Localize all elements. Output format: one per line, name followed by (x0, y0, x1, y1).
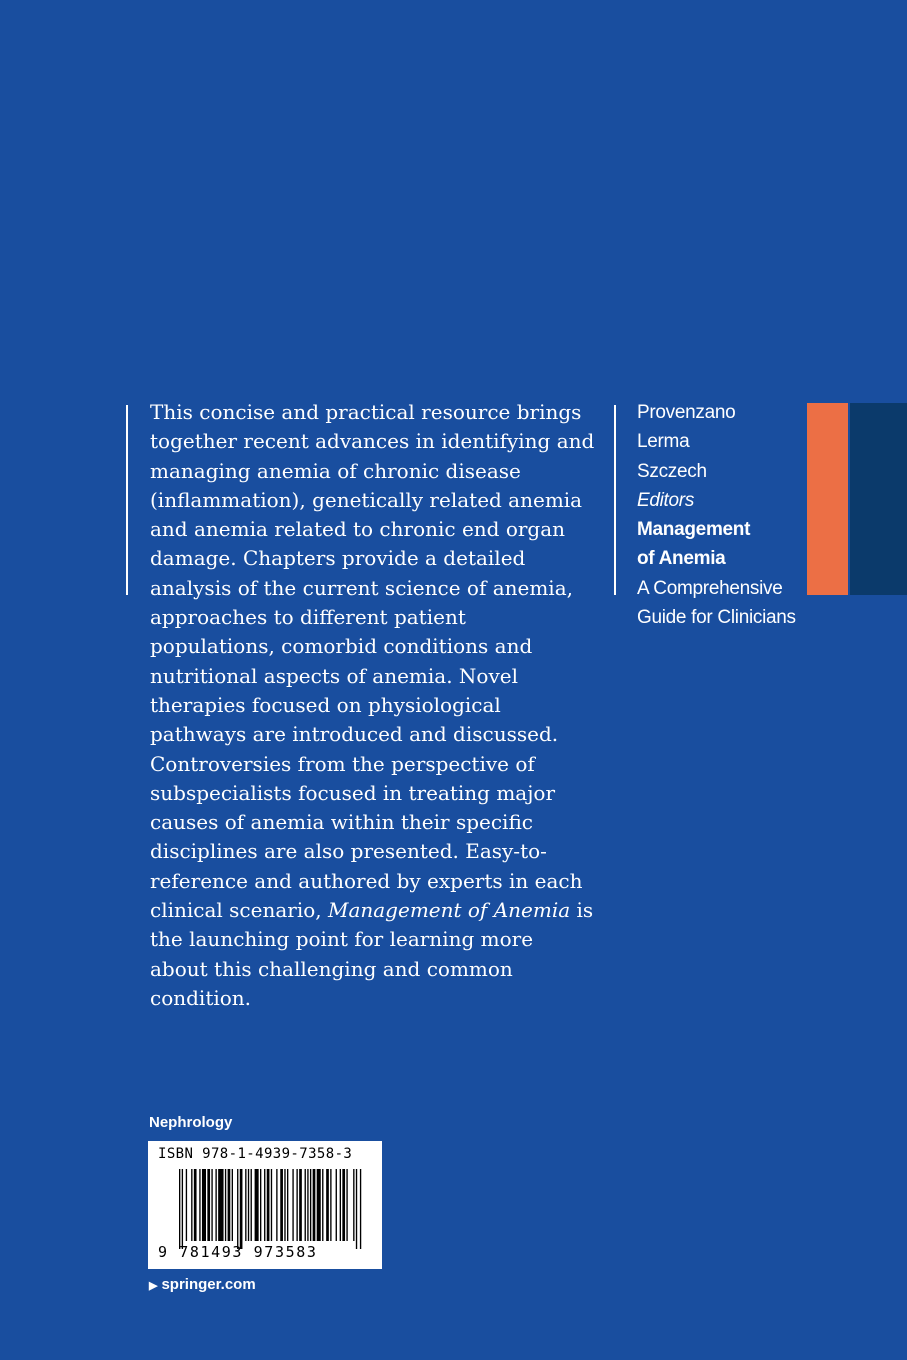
barcode-bar (342, 1169, 345, 1241)
barcode-bar (307, 1169, 308, 1241)
barcode-bar (255, 1169, 259, 1241)
editor-name: Lerma (637, 431, 690, 453)
editor-name: Provenzano (637, 402, 736, 423)
barcode-bar (336, 1169, 337, 1241)
book-subtitle-line2: Guide for Clinicians (637, 607, 796, 629)
barcode-bar (276, 1169, 277, 1241)
info-divider (614, 405, 616, 595)
publisher-website[interactable] (149, 1276, 256, 1293)
isbn-label: ISBN 978-1-4939-7358-3 (158, 1146, 353, 1162)
barcode-bar (313, 1169, 316, 1241)
barcode-bar (240, 1169, 243, 1249)
barcode-bar (186, 1169, 187, 1241)
editor-name: Szczech (637, 460, 707, 482)
book-title-line2: of Anemia (637, 548, 726, 570)
website-label: springer.com (161, 1276, 256, 1293)
barcode-bar (292, 1169, 293, 1241)
barcode-bar (218, 1169, 223, 1241)
barcode-bar (199, 1169, 200, 1241)
navy-color-block (850, 403, 907, 595)
barcode-bar (296, 1169, 297, 1241)
description-divider (126, 405, 128, 595)
barcode-bar (232, 1169, 233, 1241)
isbn-barcode (148, 1141, 382, 1269)
barcode-bar (322, 1169, 323, 1241)
barcode-bar (251, 1169, 252, 1241)
barcode-bar (346, 1169, 347, 1241)
book-title-line1: Management (637, 519, 751, 541)
barcode-bar (264, 1169, 265, 1241)
barcode-bar (237, 1169, 238, 1249)
barcode-bar (287, 1169, 288, 1241)
barcode-bar (299, 1169, 302, 1241)
barcode-bar (194, 1169, 197, 1241)
barcode-bar (340, 1169, 341, 1241)
barcode-bar (215, 1169, 216, 1241)
barcode-bar (310, 1169, 311, 1241)
barcode-bar (267, 1169, 270, 1241)
subject-category: Nephrology (149, 1114, 233, 1131)
arrow-right-icon: ▶ (149, 1280, 158, 1292)
book-info (637, 398, 807, 632)
barcode-bar (248, 1169, 249, 1241)
barcode-bar (317, 1169, 321, 1241)
description-text-end: is the launching point for learning more about this challenging and common condition. (150, 898, 594, 1010)
book-subtitle-line1: A Comprehensive (637, 577, 783, 599)
barcode-bar (211, 1169, 212, 1241)
barcode-bar (228, 1169, 231, 1241)
barcode-bar (207, 1169, 210, 1241)
back-cover-description (150, 398, 595, 1013)
editors-role: Editors (637, 489, 695, 511)
barcode-bar (271, 1169, 272, 1241)
barcode-bar (280, 1169, 283, 1241)
barcode-bar (225, 1169, 226, 1241)
barcode-bar (245, 1169, 246, 1241)
description-text: This concise and practical resource brings together recent advances in identifying and managing anemia of chronic disease (inflammation), genetically related anemia and anemia related to chronic end organ damage. Chapters provide a detailed analysis of the current science of anemia, approaches to different patient populations, comorbid conditions and nutritional aspects of anemia. Novel therapies focused on physiological pathways are introduced and discussed. Controversies from the perspective of subspecialists focused in treating major causes of anemia within their specific disciplines are also presented. Easy-to-reference and authored by experts in each clinical scenario, (150, 400, 595, 923)
barcode-bar (356, 1169, 357, 1249)
barcode-bar (305, 1169, 306, 1241)
orange-color-block (807, 403, 848, 595)
barcode-bar (353, 1169, 354, 1241)
barcode-bar (330, 1169, 331, 1241)
barcode-bar (202, 1169, 206, 1241)
barcode-bar (191, 1169, 192, 1241)
barcode-bar (326, 1169, 329, 1241)
barcode-bar (284, 1169, 285, 1241)
barcode-bar (182, 1169, 183, 1249)
barcode-digits: 9 781493 973583 (158, 1243, 318, 1261)
barcode-bar (179, 1169, 180, 1249)
barcode-bar (360, 1169, 361, 1249)
barcode-bar (260, 1169, 261, 1241)
description-book-title: Management of Anemia (327, 898, 571, 923)
